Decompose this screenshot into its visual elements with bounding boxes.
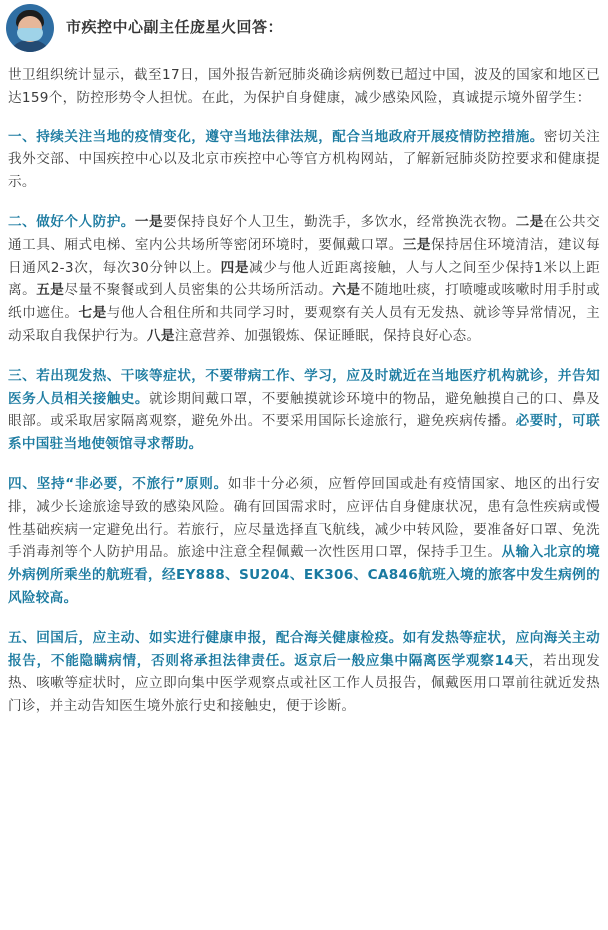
section-3-tail: 必要时，可联系中国驻当地使领馆寻求帮助。 bbox=[8, 413, 600, 453]
section-3 bbox=[8, 365, 600, 456]
header bbox=[0, 0, 608, 56]
mask-icon bbox=[17, 28, 43, 41]
article-content bbox=[8, 64, 600, 735]
intro-paragraph bbox=[8, 64, 600, 110]
section-2-heading: 二、做好个人防护。 bbox=[8, 213, 135, 230]
intro-text: 世卫组织统计显示，截至17日，国外报告新冠肺炎确诊病例数已超过中国，波及的国家和地区已达159个，防控形势令人担忧。在此，为保护自身健康，减少感染风险，真诚提示境外留学生： bbox=[8, 67, 600, 106]
point-label: 五是 bbox=[36, 282, 65, 299]
point-text: 保持居住环境清洁，建议每日通风2-3次，每次30分钟以上。 bbox=[8, 236, 600, 276]
point-text: 要保持良好个人卫生，勤洗手，多饮水，经常换洗衣物。 bbox=[163, 213, 516, 230]
point-label: 一是 bbox=[134, 213, 164, 230]
section-4 bbox=[8, 473, 600, 610]
point-label: 八是 bbox=[146, 327, 175, 344]
point-text: 尽量不聚餐或到人员密集的公共场所活动。 bbox=[64, 282, 333, 299]
section-1-heading: 一、持续关注当地的疫情变化，遵守当地法律法规，配合当地政府开展疫情防控措施。 bbox=[8, 128, 544, 145]
section-5-body: ，若出现发热、咳嗽等症状时，应立即向集中医学观察点或社区工作人员报告，佩戴医用口罩前往就近发热门诊，并主动告知医生境外旅行史和接触史，便于诊断。 bbox=[8, 652, 601, 715]
point-text: 减少与他人近距离接触，人与人之间至少保持1米以上距离。 bbox=[8, 259, 600, 299]
section-5-heading: 五、回国后，应主动、如实进行健康申报，配合海关健康检疫。如有发热等症状，应向海关主动报告，不能隐瞒病情，否则将承担法律责任。返京后一般应集中隔离医学观察14天 bbox=[8, 629, 600, 669]
point-label: 四是 bbox=[220, 259, 250, 276]
speaker-title: 市疾控中心副主任庞星火回答： bbox=[66, 18, 284, 36]
section-4-heading: 四、坚持“非必要，不旅行”原则。 bbox=[8, 475, 228, 492]
point-text: 与他人合租住所和共同学习时，要观察有关人员有无发热、就诊等异常情况，主动采取自我保护行为。 bbox=[8, 305, 600, 344]
avatar bbox=[6, 4, 54, 52]
section-3-body: 就诊期间戴口罩，不要触摸就诊环境中的物品，避免触摸自己的口、鼻及眼部。或采取居家隔离观察，避免外出。不要采用国际长途旅行，避免疾病传播。 bbox=[8, 390, 600, 430]
section-4-tail: 从输入北京的境外病例所乘坐的航班看，经EY888、SU204、EK306、CA846航班入境的旅客中发生病例的风险较高。 bbox=[8, 544, 600, 606]
section-5 bbox=[8, 627, 600, 718]
section-3-heading: 三、若出现发热、干咳等症状，不要带病工作、学习，应及时就近在当地医疗机构就诊，并告知医务人员相关接触史。 bbox=[8, 367, 600, 407]
point-label: 三是 bbox=[402, 236, 431, 253]
section-2 bbox=[8, 211, 600, 348]
point-label: 二是 bbox=[515, 213, 544, 230]
section-4-body: 如非十分必须，应暂停回国或赴有疫情国家、地区的出行安排，减少长途旅途导致的感染风险。确有回国需求时，应评估自身健康状况，患有急性疾病或慢性基础疾病一定避免出行。若旅行，应尽量选择直飞航线，减少中转风险，要准备好口罩、免洗手消毒剂等个人防护用品。旅途中注意全程佩戴一次性医用口罩，保持手卫生。 bbox=[8, 475, 600, 561]
section-1 bbox=[8, 126, 600, 194]
point-text: 在公共交通工具、厢式电梯、室内公共场所等密闭环境时，要佩戴口罩。 bbox=[8, 213, 601, 253]
point-text: 注意营养、加强锻炼、保证睡眠，保持良好心态。 bbox=[174, 327, 481, 344]
point-label: 七是 bbox=[78, 305, 107, 322]
point-label: 六是 bbox=[332, 282, 361, 299]
section-1-body: 密切关注我外交部、中国疾控中心以及北京市疾控中心等官方机构网站，了解新冠肺炎防控要求和健康提示。 bbox=[8, 128, 600, 191]
point-text: 不随地吐痰，打喷嚏或咳嗽时用手肘或纸巾遮住。 bbox=[8, 282, 600, 322]
